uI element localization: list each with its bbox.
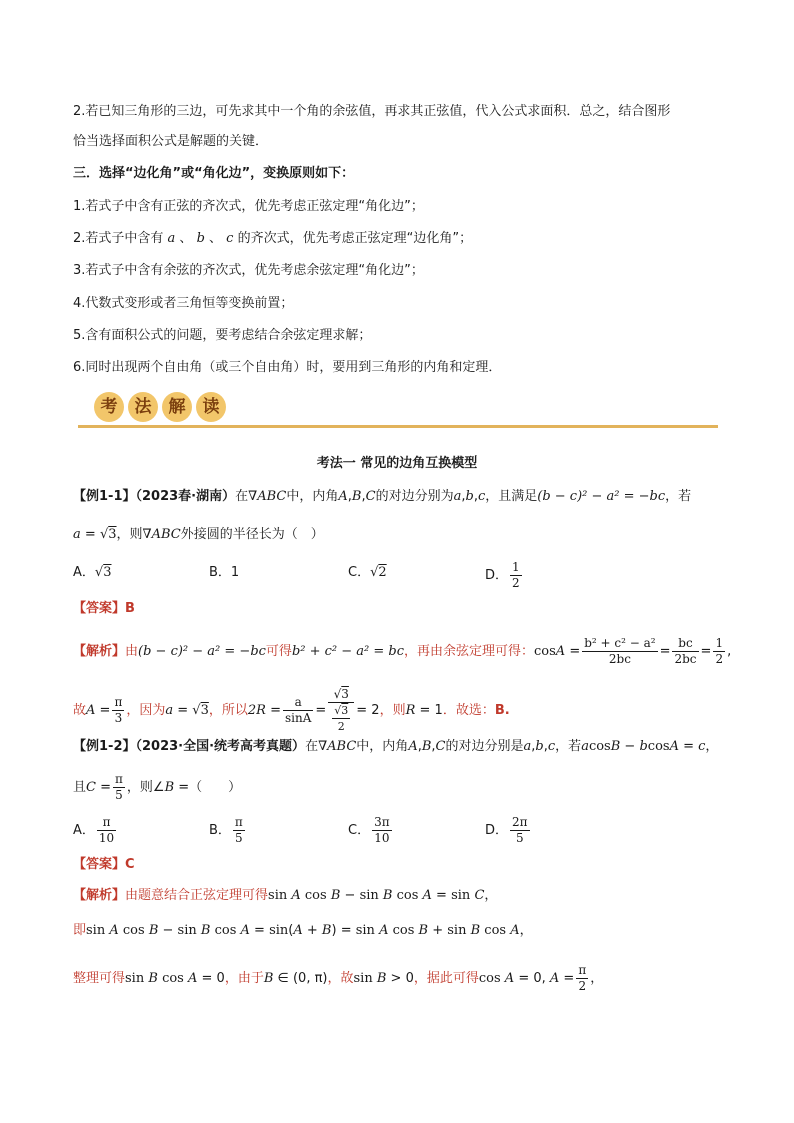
answer-label: 【答案】 [73,857,126,872]
condition-equation: (b − c)² − a² = −bc [537,489,666,504]
banner-char-2: 法 [128,392,158,422]
banner-rule [78,425,718,428]
answer-label: 【答案】 [73,601,126,616]
option-d[interactable]: D． $\frac{2\pi}{5}$ [485,815,528,845]
section-title: 考法一 常见的边角互换模型 [316,456,478,471]
option-a[interactable]: A． $\frac{\pi}{10}$ [73,815,115,845]
rule-5: 5.含有面积公式的问题，要考虑结合余弦定理求解； [73,328,372,343]
example-1-1-question-line-2: a = √3，则∇ABC外接圆的半径长为（ ） [73,527,324,542]
rule-2: 2.若式子中含有 a 、 b 、 c 的齐次式，优先考虑正弦定理“边化角”； [73,231,473,246]
example-1-1-answer [73,599,135,619]
section-banner [78,392,718,428]
example-1-2-source: （2023·全国·统考高考真题） [135,739,306,754]
paragraph-2-line-2: 恰当选择面积公式是解题的关键． [73,134,269,149]
option-c[interactable]: C． $\frac{3\pi}{10}$ [348,815,390,845]
rule-2-math: a [163,231,180,246]
option-d[interactable]: D． $\frac{1}{2}$ [485,560,520,590]
example-1-2-analysis-line-1: 【解析】由题意结合正弦定理可得sin A cos B − sin B cos A = sin C， [73,888,498,903]
example-1-1-analysis-line-1: 【解析】由(b − c)² − a² = −bc可得b² + c² − a² = bc，再由余弦定理可得：cosA = $\frac{\text{b² + c² − a²}}{2bc}$ = $\frac{bc}{2bc}$ = $\frac{1}{2}$ , [73,636,732,666]
option-b[interactable]: B．1 [209,565,240,580]
option-c[interactable]: C．√2 [348,565,387,580]
example-1-2-analysis-line-2: 即sin A cos B − sin B cos A = sin(A + B) = sin A cos B + sin B cos A， [73,923,533,938]
heading-3: 三．选择“边化角”或“角化边”，变换原则如下： [73,166,355,181]
rule-4: 4.代数式变形或者三角恒等变换前置； [73,296,294,311]
example-1-2-answer [73,855,135,875]
example-1-1-analysis-line-2: 故A = $\frac{\pi}{3}$ ，因为a = √3，所以2R = $\frac{a}{\sin A}$ = $\frac{√3}{\frac{√3}{2}}$ = 2，则R = 1．故选：B. [73,687,510,733]
option-b[interactable]: B． $\frac{\pi}{5}$ [209,815,243,845]
banner-char-1: 考 [94,392,124,422]
rule-1: 1.若式子中含有正弦的齐次式，优先考虑正弦定理“角化边”； [73,199,424,214]
example-1-2-question-line-2: 且C = $\frac{\pi}{5}$ ，则∠B =（ ） [73,772,242,802]
rule-3: 3.若式子中含有余弦的齐次式，优先考虑余弦定理“角化边”； [73,263,424,278]
rule-6: 6.同时出现两个自由角（或三个自由角）时，要用到三角形的内角和定理． [73,360,502,375]
option-a[interactable]: A．√3 [73,565,112,580]
answer-value: B [125,601,135,616]
answer-value: C [125,857,135,872]
paragraph-2-line-1: 2.若已知三角形的三边，可先求其中一个角的余弦值，再求其正弦值，代入公式求面积．总之，结合图形 [73,104,671,119]
banner-char-4: 读 [196,392,226,422]
example-1-1-tag: 【例1-1】 [73,489,136,504]
rule-2-prefix: 2.若式子中含有 [73,231,164,246]
example-1-1-source: （2023春·湖南） [135,489,236,504]
example-1-2-analysis-line-3: 整理可得sin B cos A = 0，由于B ∈ (0, π)，故sin B > 0，据此可得cos A = 0, A = $\frac{\pi}{2}$ ， [73,963,604,993]
example-1-2-question-line-1: 【例1-2】（2023·全国·统考高考真题）在∇ABC中，内角A,B,C的对边分别是a,b,c，若acosB − bcosA = c， [73,739,719,754]
example-1-1-question-line-1: 【例1-1】（2023春·湖南）在∇ABC中，内角A,B,C的对边分别为a,b,c，且满足(b − c)² − a² = −bc，若 [73,489,692,504]
banner-char-3: 解 [162,392,192,422]
rule-2-suffix: 的齐次式，优先考虑正弦定理“边化角”； [237,231,473,246]
example-1-2-tag: 【例1-2】 [73,739,136,754]
chosen-option: B. [494,703,510,718]
